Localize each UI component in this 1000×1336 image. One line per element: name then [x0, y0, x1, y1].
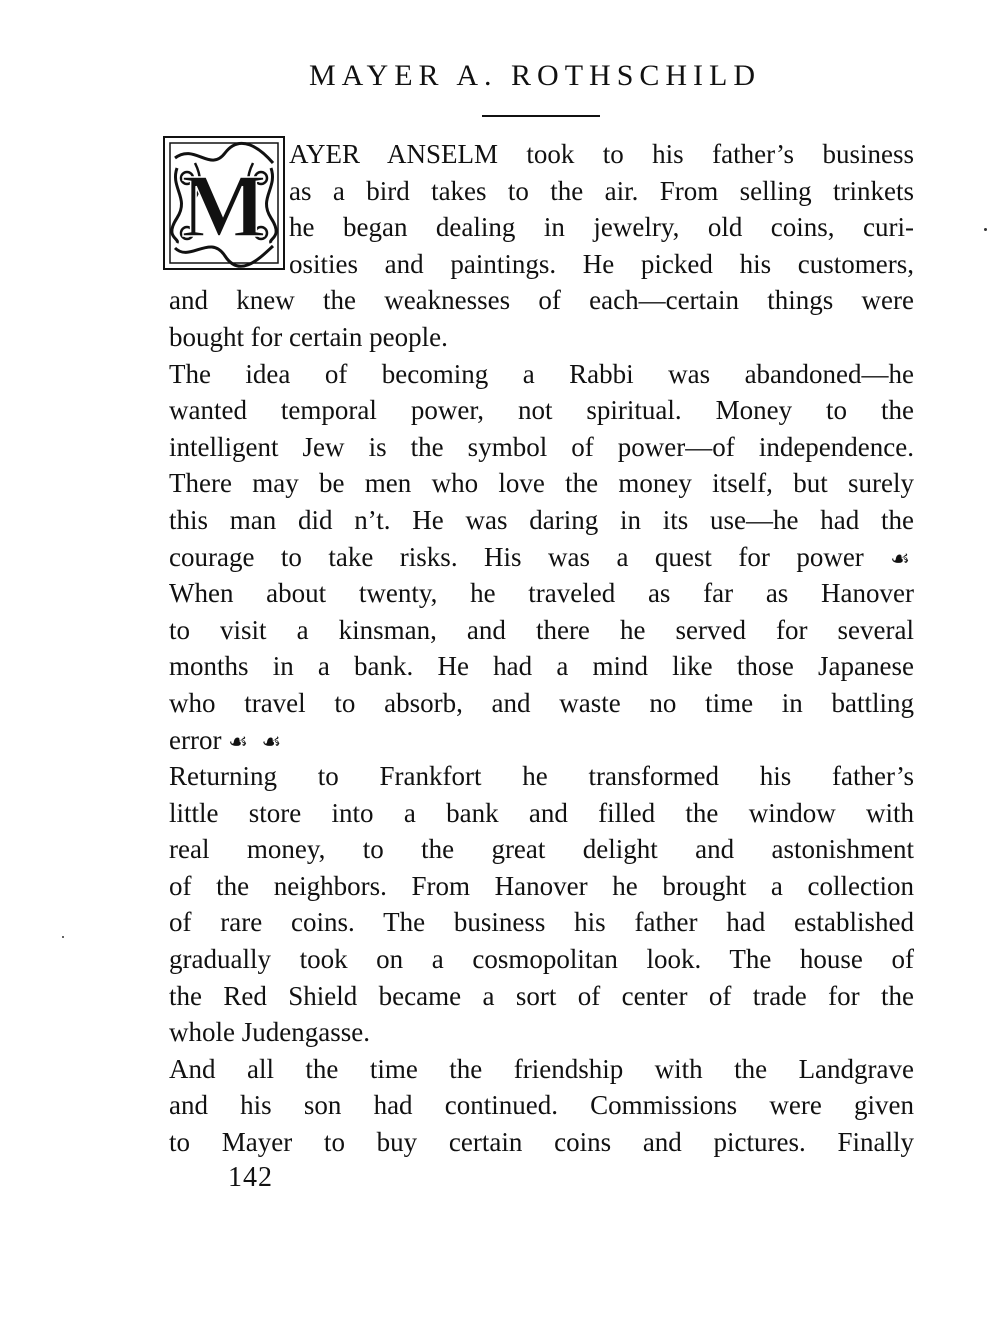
fleuron-icon: ☙ ☙ [228, 728, 286, 754]
text-line: to Mayer to buy certain coins and pictures. Finally [169, 1127, 914, 1158]
text-line: of the neighbors. From Hanover he brought a collection [169, 870, 914, 901]
scan-speck [984, 228, 987, 231]
text-line: real money, to the great delight and astonishment [169, 834, 914, 865]
initial-letter: M [181, 157, 267, 256]
text-line: he began dealing in jewelry, old coins, curi- [289, 212, 914, 243]
fleuron-icon: ☙ [890, 545, 914, 571]
text-line: There may be men who love the money itself, but surely [169, 468, 914, 499]
text-fragment: error [169, 724, 222, 755]
text-line: When about twenty, he traveled as far as Hanover [169, 578, 914, 609]
text-line: bought for certain people. [169, 321, 448, 352]
text-fragment: courage to take risks. His was a quest for power [169, 541, 864, 572]
text-line: intelligent Jew is the symbol of power—of independence. [169, 431, 914, 462]
text-line: Returning to Frankfort he transformed his father’s [169, 761, 914, 792]
header-rule [482, 115, 600, 117]
text-line: of rare coins. The business his father had established [169, 907, 914, 938]
text-line: and knew the weaknesses of each—certain things were [169, 285, 914, 316]
text-line: as a bird takes to the air. From selling trinkets [289, 175, 914, 206]
text-line: this man did n’t. He was daring in its use—he had the [169, 504, 914, 535]
text-line: and his son had continued. Commissions were given [169, 1090, 914, 1121]
text-line-with-fleuron [169, 722, 914, 759]
page-number: 142 [228, 1162, 273, 1193]
text-line: And all the time the friendship with the Landgrave [169, 1053, 914, 1084]
running-title: MAYER A. ROTHSCHILD [308, 59, 762, 92]
text-line: to visit a kinsman, and there he served for several [169, 614, 914, 645]
body-text [169, 136, 914, 1161]
running-header [0, 56, 1000, 96]
text-line: gradually took on a cosmopolitan look. The house of [169, 944, 914, 975]
text-line: The idea of becoming a Rabbi was abandoned—he [169, 358, 914, 389]
text-line: the Red Shield became a sort of center of trade for the [169, 980, 914, 1011]
text-line: osities and paintings. He picked his customers, [289, 248, 914, 279]
text-line: AYER ANSELM took to his father’s business [289, 139, 914, 169]
text-line: who travel to absorb, and waste no time in battling [169, 687, 914, 718]
text-line-with-fleuron [169, 539, 914, 576]
text-line: whole Judengasse. [169, 1017, 370, 1048]
scan-speck [62, 936, 64, 938]
text-line: wanted temporal power, not spiritual. Money to the [169, 395, 914, 426]
text-line: little store into a bank and filled the window with [169, 797, 914, 828]
text-line: months in a bank. He had a mind like those Japanese [169, 651, 914, 682]
